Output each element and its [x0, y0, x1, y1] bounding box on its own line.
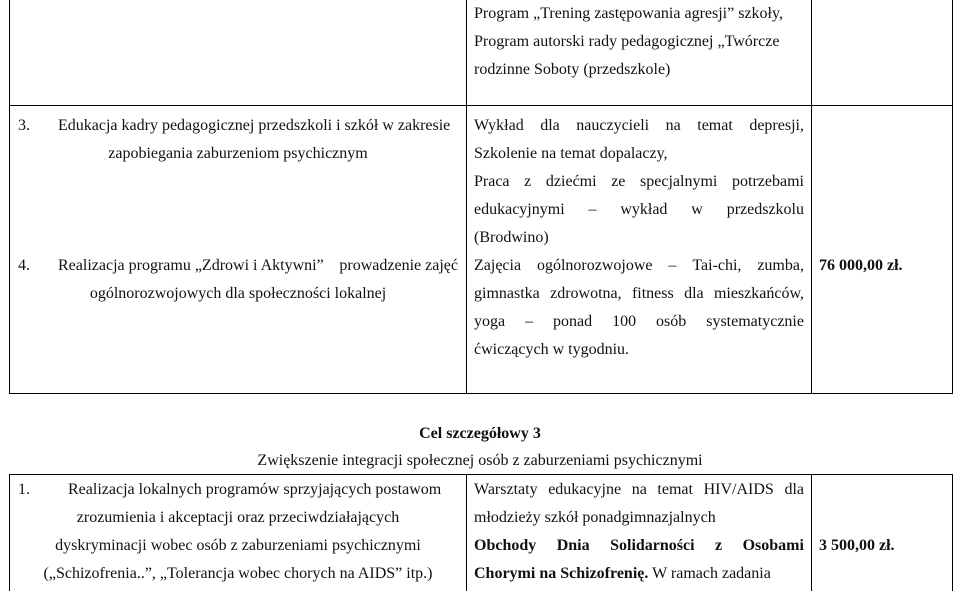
word: Obchody [474, 537, 537, 554]
word: temat [697, 117, 733, 134]
word: dla [784, 481, 804, 498]
word: Osobami [742, 537, 804, 554]
word: depresji, [749, 117, 804, 134]
row4-action-line-4: ćwiczących w tygodniu. [474, 341, 630, 358]
word: – [588, 201, 597, 218]
next-task-line-3: dyskryminacji wobec osób z zaburzeniami psychicznymi [55, 537, 421, 554]
row3-action-line-1 [474, 116, 804, 136]
row4-action-line-1 [474, 256, 804, 276]
next-amount-value: 3 500,00 zł. [819, 537, 895, 554]
word: ponad [553, 313, 593, 330]
row3-action-line-2: Szkolenie na temat dopalaczy, [474, 145, 668, 162]
word: osób [656, 313, 687, 330]
row4-amount: 76 000,00 zł. [819, 257, 903, 274]
next-action-line-1 [474, 480, 804, 500]
table-row-divider [9, 105, 953, 106]
word: w [691, 201, 703, 218]
word: na [631, 481, 647, 498]
row3-action-line-4 [474, 200, 804, 220]
word: z [715, 537, 723, 554]
next-task-line-1: Realizacja lokalnych programów sprzyjających postawom [68, 481, 442, 498]
row3-action-line-5: (Brodwino) [474, 229, 549, 246]
word: edukacyjne [548, 481, 622, 498]
table-bottom-border [9, 393, 953, 394]
word: dziećmi [545, 173, 597, 190]
next-amount [819, 536, 895, 556]
next-action-line-4-rest: W ramach zadania [648, 565, 771, 582]
word: Solidarności [610, 537, 695, 554]
next-action-line-4-bold: Chorymi na Schizofrenię. [474, 565, 649, 582]
row3-action-line-3 [474, 172, 804, 192]
word: wykład [620, 201, 668, 218]
word: Wykład [474, 117, 524, 134]
word: Realizacja programu „Zdrowi i Aktywni” [58, 257, 324, 274]
word: potrzebami [732, 173, 804, 190]
word: Praca [474, 173, 510, 190]
prev-program-line-1: Program „Trening zastępowania agresji” szkoły, [474, 5, 783, 22]
next-action-line-4 [474, 564, 771, 584]
word: dla [540, 117, 560, 134]
word: dla [684, 285, 704, 302]
row4-number: 4. [18, 257, 30, 274]
table-border-left [9, 0, 10, 394]
row3-number: 3. [18, 117, 30, 134]
word: – [525, 313, 534, 330]
section-title: Cel szczegółowy 3 [419, 425, 541, 442]
next-number: 1. [18, 481, 30, 498]
word: ze [611, 173, 626, 190]
table2-border-right [952, 474, 953, 591]
word: yoga [474, 313, 506, 330]
row3-task-line-1: Edukacja kadry pedagogicznej przedszkoli i szkół w zakresie [58, 117, 451, 134]
word: Zajęcia [474, 257, 522, 274]
word: systematycznie [706, 313, 804, 330]
word: Tai-chi, [692, 257, 742, 274]
word: 100 [612, 313, 637, 330]
word: temat [657, 481, 693, 498]
word: zdrowotna, [550, 285, 622, 302]
row4-task-line-1 [58, 256, 458, 276]
prev-program-line-3: rodzinne Soboty (przedszkole) [474, 61, 671, 78]
word: edukacyjnymi [474, 201, 565, 218]
row4-task-line-2: ogólnorozwojowych dla społeczności lokalnej [89, 285, 387, 302]
table2-border-col1 [466, 474, 467, 591]
word: nauczycieli [576, 117, 650, 134]
row4-action-line-2 [474, 284, 804, 304]
word: ogólnorozwojowe [536, 257, 653, 274]
word: Dnia [556, 537, 590, 554]
table-border-right [952, 0, 953, 394]
next-action-line-2: młodzieży szkół ponadgimnazjalnych [474, 509, 716, 526]
word: przedszkolu [726, 201, 804, 218]
next-task-line-2: zrozumienia i akceptacji oraz przeciwdziałających [76, 509, 400, 526]
word: z [524, 173, 532, 190]
word: fitness [631, 285, 674, 302]
section-subtitle: Zwiększenie integracji społecznej osób z zaburzeniami psychicznymi [257, 452, 703, 469]
prev-program-line-2: Program autorski rady pedagogicznej „Twórcze [474, 33, 780, 50]
word: – [668, 257, 677, 274]
word: Warsztaty [474, 481, 538, 498]
word: na [665, 117, 681, 134]
word: mieszkańców, [713, 285, 804, 302]
word: zumba, [757, 257, 804, 274]
table2-top-border [9, 474, 953, 475]
table-border-col1 [466, 0, 467, 394]
word: HIV/AIDS [703, 481, 774, 498]
table-border-col2 [811, 0, 812, 394]
word: specjalnymi [640, 173, 718, 190]
row3-task-line-2: zapobiegania zaburzeniom psychicznym [108, 145, 368, 162]
table2-border-col2 [811, 474, 812, 591]
row4-action-line-3 [474, 312, 804, 332]
word: prowadzenie zajęć [339, 257, 458, 274]
next-task-line-4: („Schizofrenia..”, „Tolerancja wobec chorych na AIDS” itp.) [43, 565, 433, 582]
next-action-line-3 [474, 536, 804, 556]
word: gimnastka [474, 285, 540, 302]
